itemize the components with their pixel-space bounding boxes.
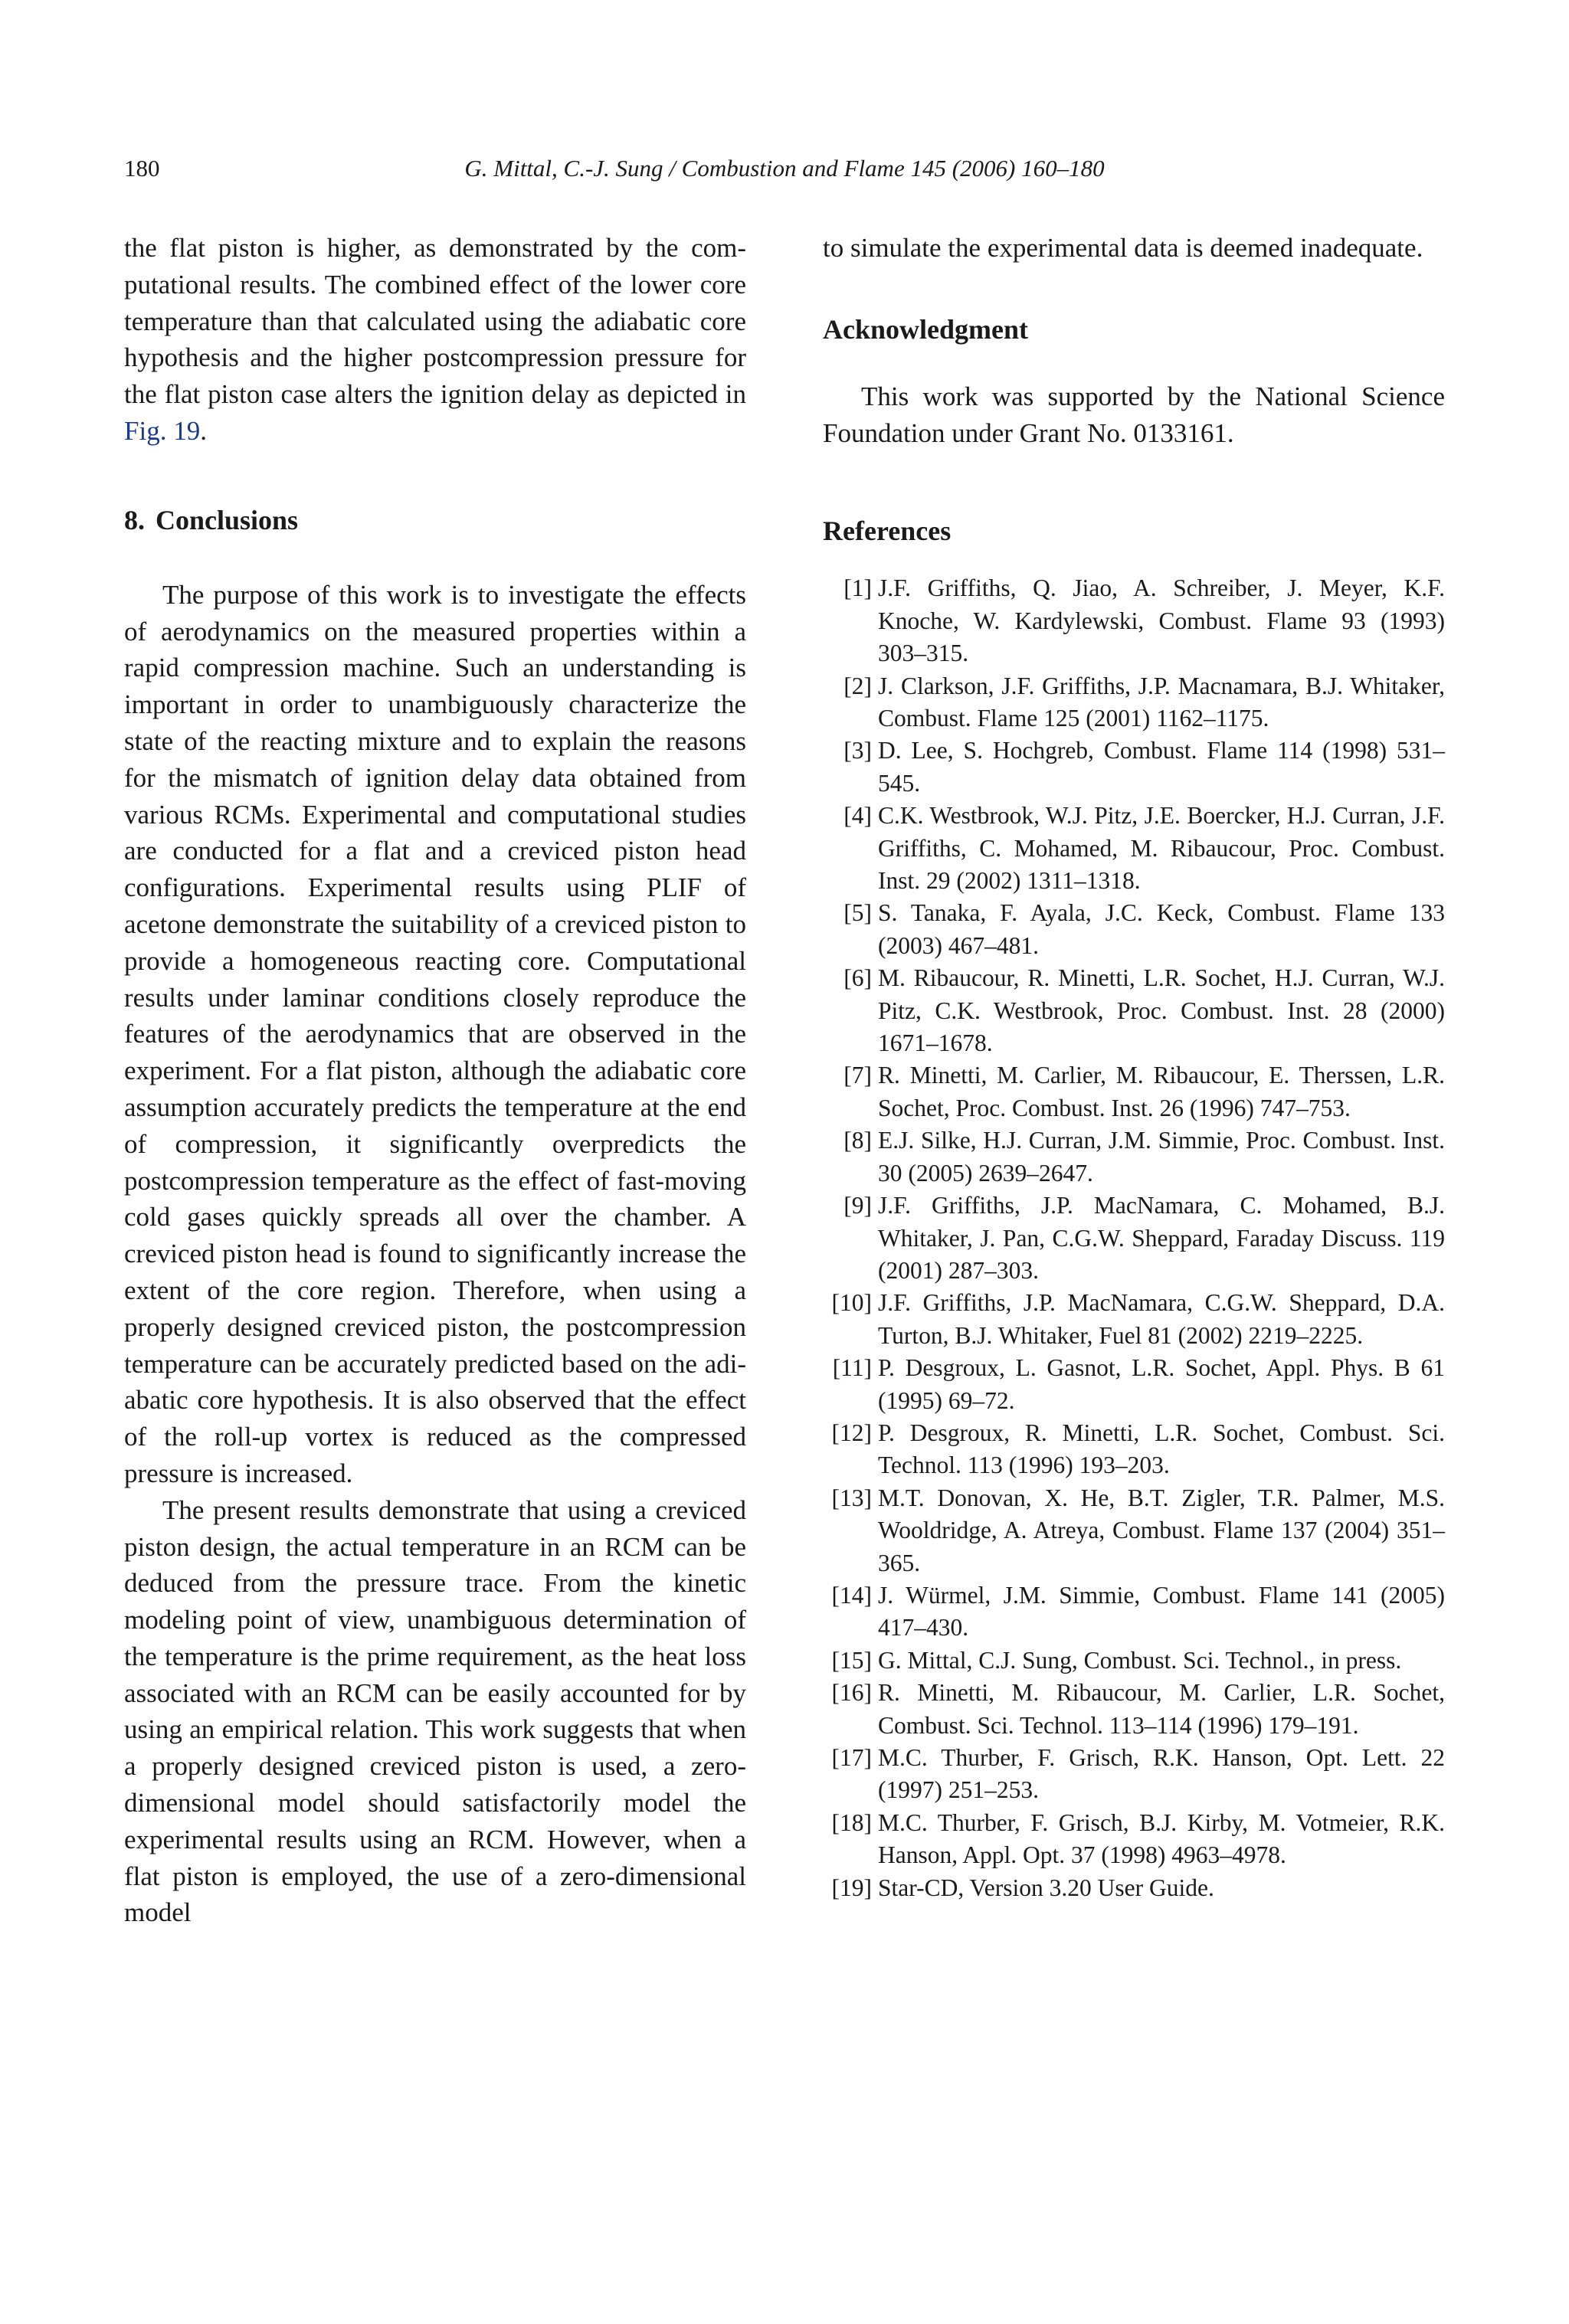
reference-number: [7]: [843, 1062, 872, 1089]
acknowledgment-paragraph: This work was supported by the National Science Foundation under Grant No. 0133161.: [823, 381, 1445, 448]
reference-text: J.F. Griffiths, J.P. MacNamara, C. Mohamed, B.J. Whitaker, J. Pan, C.G.W. Sheppard, Faraday Discuss. 119 (2001) 287–303.: [878, 1192, 1445, 1284]
page-number: 180: [124, 155, 160, 182]
reference-number: [9]: [843, 1192, 872, 1219]
reference-item: [823, 1417, 1445, 1482]
reference-text: M.C. Thurber, F. Grisch, B.J. Kirby, M. Votmeier, R.K. Hanson, Appl. Opt. 37 (1998) 4963–4978.: [878, 1808, 1445, 1869]
carryover-text: the flat piston is higher, as demonstrated by the computational results. The combined effect of the lower core temperature than that calculated using the adiabatic core hypothesis and the higher postcompression pressure for the flat piston case alters the ignition delay as depicted in: [124, 233, 746, 410]
page-header: [124, 152, 1445, 185]
reference-text: S. Tanaka, F. Ayala, J.C. Keck, Combust. Flame 133 (2003) 467–481.: [878, 899, 1445, 959]
reference-text: M. Ribaucour, R. Minetti, L.R. Sochet, H.J. Curran, W.J. Pitz, C.K. Westbrook, Proc. Combust. Inst. 28 (2000) 1671–1678.: [878, 964, 1445, 1057]
carryover-paragraph: [124, 230, 746, 450]
reference-text: R. Minetti, M. Carlier, M. Ribaucour, E. Therssen, L.R. Sochet, Proc. Combust. Inst. 26 (1996) 747–753.: [878, 1062, 1445, 1121]
reference-item: [823, 572, 1445, 669]
conclusions-paragraph-2: The present results demonstrate that using a creviced piston design, the actual temperature in an RCM can be deduced from the pressure trace. From the kinetic modeling point of view, unambiguous determination of the temperature is the prime requirement, as the heat loss associated with an RCM can be easily accounted for by using an empirical relation. This work suggests that when a properly designed creviced piston is used, a zero-dimensional model should satisfactorily model the experimental results using an RCM. However, when a flat piston is employed, the use of a zero-dimensional model: [124, 1494, 746, 1928]
reference-number: [6]: [843, 964, 872, 992]
left-column: [124, 230, 746, 1931]
reference-number: [18]: [831, 1808, 872, 1836]
reference-item: [823, 1579, 1445, 1645]
reference-number: [2]: [843, 672, 872, 699]
reference-item: [823, 1742, 1445, 1807]
reference-item: [823, 735, 1445, 800]
reference-number: [13]: [831, 1484, 872, 1511]
reference-item: [823, 1807, 1445, 1872]
conclusions-heading: [124, 502, 746, 538]
reference-item: [823, 800, 1445, 897]
reference-number: [16]: [831, 1679, 872, 1707]
reference-item: [823, 670, 1445, 735]
reference-text: M.T. Donovan, X. He, B.T. Zigler, T.R. Palmer, M.S. Wooldridge, A. Atreya, Combust. Flame 137 (2004) 351–365.: [878, 1484, 1445, 1576]
reference-item: [823, 1287, 1445, 1352]
reference-number: [5]: [843, 899, 872, 927]
reference-text: Star-CD, Version 3.20 User Guide.: [878, 1874, 1214, 1901]
reference-number: [15]: [831, 1646, 872, 1674]
right-column: [823, 230, 1445, 1904]
reference-number: [4]: [843, 802, 872, 830]
reference-number: [12]: [831, 1419, 872, 1446]
running-head: G. Mittal, C.-J. Sung / Combustion and Flame 145 (2006) 160–180: [464, 155, 1105, 182]
references-heading: References: [823, 516, 952, 547]
carryover-text-end: .: [200, 415, 207, 446]
conclusions-paragraph-1: The purpose of this work is to investigate the effects of aerodynamics on the measured properties within a rapid compression machine. Such an understanding is important in order to unambiguously characterize the state of the reacting mixture and to explain the reasons for the mismatch of ignition delay data obtained from various RCMs. Experimental and computational studies are conducted for a flat and a creviced piston head configurations. Experimental results using PLIF of acetone demonstrate the suitability of a creviced piston to provide a homogeneous reacting core. Computational results under laminar conditions closely reproduce the features of the aerodynamics that are observed in the experiment. For a flat piston, although the adiabatic core assumption accurately predicts the temperature at the end of compression, it significantly overpredicts the postcompression temperature as the effect of fast-moving cold gases quickly spreads all over the chamber. A creviced piston head is found to significantly increase the extent of the core region. Therefore, when using a properly designed creviced piston, the postcompression temperature can be accurately predicted based on the adiabatic core hypothesis. It is also observed that the effect of the roll-up vortex is reduced as the compressed pressure is increased.: [124, 579, 746, 1488]
reference-number: [19]: [831, 1874, 872, 1901]
reference-text: J.F. Griffiths, Q. Jiao, A. Schreiber, J. Meyer, K.F. Knoche, W. Kardylewski, Combust. Flame 93 (1993) 303–315.: [878, 574, 1445, 667]
reference-text: M.C. Thurber, F. Grisch, R.K. Hanson, Opt. Lett. 22 (1997) 251–253.: [878, 1744, 1445, 1804]
reference-text: P. Desgroux, R. Minetti, L.R. Sochet, Combust. Sci. Technol. 113 (1996) 193–203.: [878, 1419, 1445, 1479]
reference-item: [823, 962, 1445, 1059]
reference-item: [823, 1645, 1445, 1677]
reference-text: J. Würmel, J.M. Simmie, Combust. Flame 141 (2005) 417–430.: [878, 1581, 1445, 1642]
reference-text: E.J. Silke, H.J. Curran, J.M. Simmie, Proc. Combust. Inst. 30 (2005) 2639–2647.: [878, 1127, 1445, 1187]
reference-item: [823, 1124, 1445, 1190]
reference-text: D. Lee, S. Hochgreb, Combust. Flame 114 (1998) 531–545.: [878, 737, 1445, 797]
reference-number: [3]: [843, 737, 872, 764]
reference-text: C.K. Westbrook, W.J. Pitz, J.E. Boercker, H.J. Curran, J.F. Griffiths, C. Mohamed, M. Ribaucour, Proc. Combust. Inst. 29 (2002) 1311–1318.: [878, 802, 1445, 895]
reference-number: [17]: [831, 1744, 872, 1772]
reference-text: G. Mittal, C.J. Sung, Combust. Sci. Technol., in press.: [878, 1646, 1402, 1674]
reference-item: [823, 1059, 1445, 1124]
figure-19-link[interactable]: Fig. 19: [124, 415, 201, 446]
reference-number: [1]: [843, 574, 872, 602]
reference-number: [11]: [832, 1354, 872, 1382]
acknowledgment-heading: Acknowledgment: [823, 313, 1028, 345]
reference-text: J. Clarkson, J.F. Griffiths, J.P. Macnamara, B.J. Whitaker, Combust. Flame 125 (2001) 1162–1175.: [878, 672, 1445, 732]
reference-text: J.F. Griffiths, J.P. MacNamara, C.G.W. Sheppard, D.A. Turton, B.J. Whitaker, Fuel 81 (2002) 2219–2225.: [878, 1289, 1445, 1349]
section-number: 8.: [124, 504, 145, 535]
reference-number: [14]: [831, 1581, 872, 1609]
reference-item: [823, 1482, 1445, 1579]
reference-item: [823, 1352, 1445, 1417]
reference-list: [823, 572, 1445, 1904]
reference-text: R. Minetti, M. Ribaucour, M. Carlier, L.R. Sochet, Combust. Sci. Technol. 113–114 (1996) 179–191.: [878, 1679, 1445, 1739]
carryover-paragraph-right: to simulate the experimental data is deemed inadequate.: [823, 233, 1423, 263]
reference-item: [823, 1677, 1445, 1742]
reference-number: [8]: [843, 1127, 872, 1154]
reference-item: [823, 1872, 1445, 1904]
reference-text: P. Desgroux, L. Gasnot, L.R. Sochet, Appl. Phys. B 61 (1995) 69–72.: [878, 1354, 1445, 1414]
reference-number: [10]: [831, 1289, 872, 1317]
reference-item: [823, 1190, 1445, 1287]
section-title: Conclusions: [156, 504, 299, 535]
reference-item: [823, 897, 1445, 962]
